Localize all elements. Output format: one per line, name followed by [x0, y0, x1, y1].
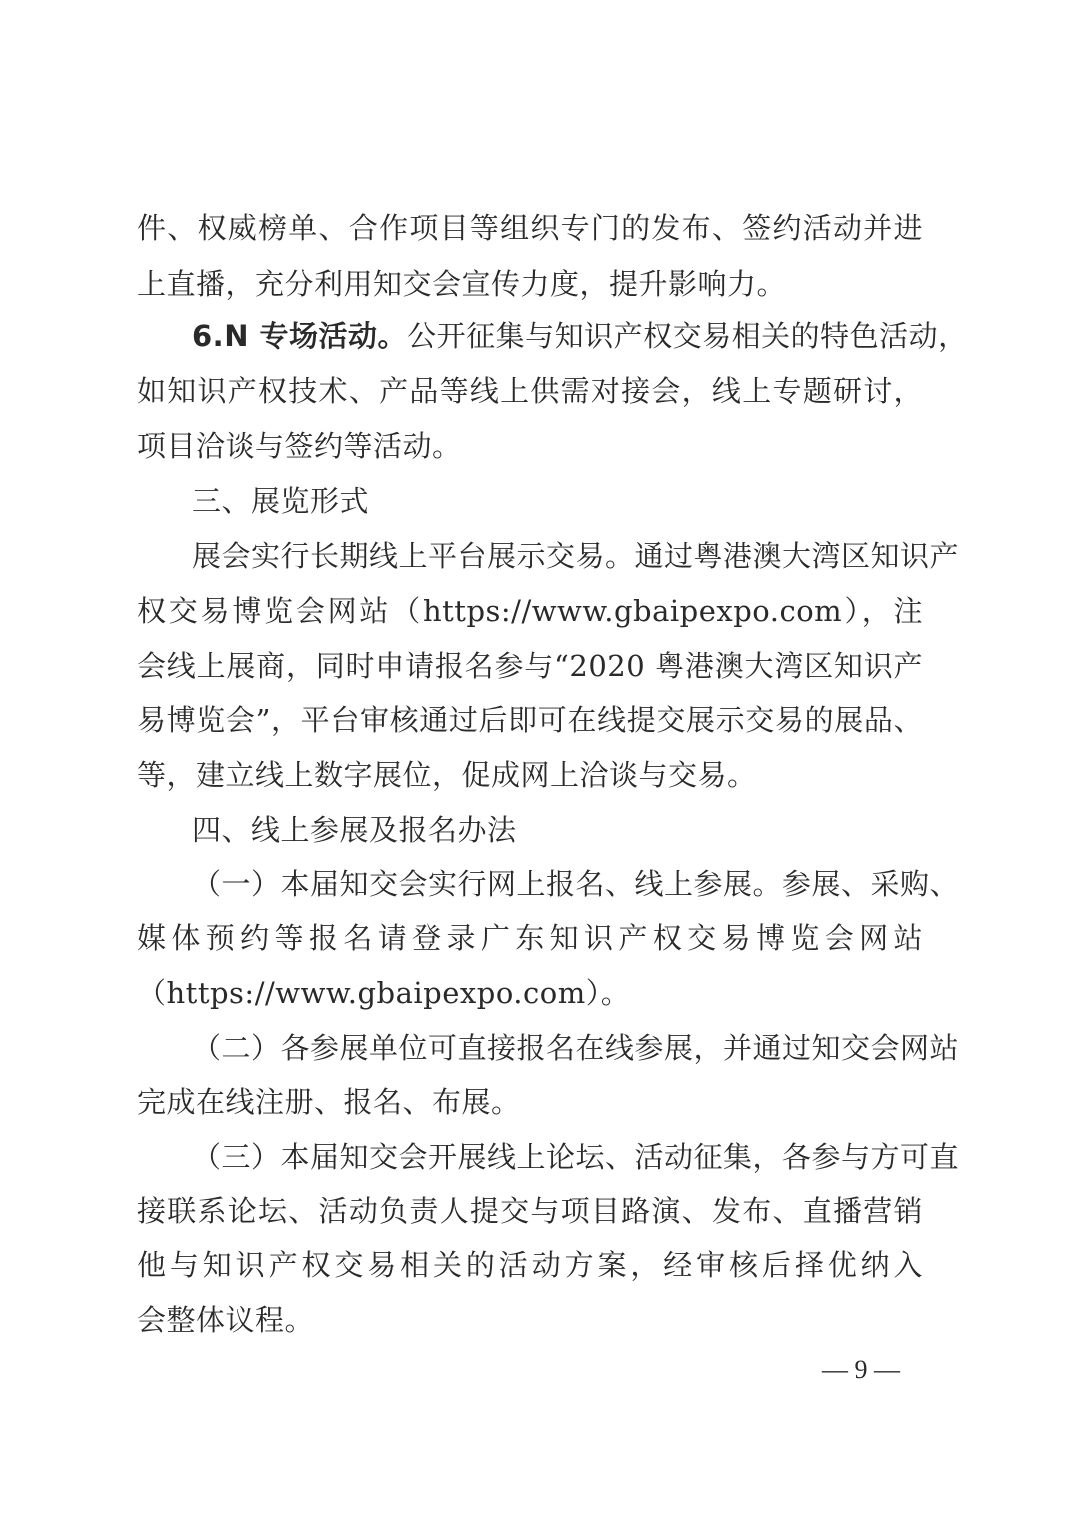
body-line: 等，建立线上数字展位，促成网上洽谈与交易。 — [137, 758, 757, 792]
body-line: 会整体议程。 — [137, 1303, 315, 1337]
body-line: （三）本届知交会开展线上论坛、活动征集，各参与方可直 — [192, 1140, 960, 1174]
body-line: 他与知识产权交易相关的活动方案，经审核后择优纳入 — [137, 1248, 923, 1282]
body-line: 展会实行长期线上平台展示交易。通过粤港澳大湾区知识产 — [192, 539, 960, 573]
body-line: 权交易博览会网站（https://www.gbaipexpo.com），注 — [137, 594, 923, 628]
body-line: 件、权威榜单、合作项目等组织专门的发布、签约活动并进 — [137, 211, 923, 245]
body-line: 完成在线注册、报名、布展。 — [137, 1085, 521, 1119]
body-line: 会线上展商，同时申请报名参与“2020 粤港澳大湾区知识产 — [137, 649, 923, 683]
body-line: 公开征集与知识产权交易相关的特色活动， — [407, 319, 968, 353]
body-line: （一）本届知交会实行网上报名、线上参展。参展、采购、 — [192, 867, 960, 901]
page-number: — 9 — — [822, 1355, 900, 1384]
body-line: 上直播，充分利用知交会宣传力度，提升影响力。 — [137, 267, 787, 301]
body-line: 媒体预约等报名请登录广东知识产权交易博览会网站 — [137, 921, 923, 955]
body-line: 接联系论坛、活动负责人提交与项目路演、发布、直播营销 — [137, 1194, 923, 1228]
section-heading-3: 三、展览形式 — [192, 484, 370, 518]
body-line: 易博览会”，平台审核通过后即可在线提交展示交易的展品、 — [137, 703, 923, 737]
body-line: 如知识产权技术、产品等线上供需对接会，线上专题研讨， — [137, 374, 923, 408]
section-6n-title: 6.N 专场活动。 — [192, 319, 408, 353]
body-line: 项目洽谈与签约等活动。 — [137, 429, 462, 463]
body-line: （二）各参展单位可直接报名在线参展，并通过知交会网站 — [192, 1031, 960, 1065]
body-line: （https://www.gbaipexpo.com）。 — [137, 976, 631, 1010]
section-heading-4: 四、线上参展及报名办法 — [192, 813, 517, 847]
section-6n-paragraph-start — [192, 316, 968, 356]
